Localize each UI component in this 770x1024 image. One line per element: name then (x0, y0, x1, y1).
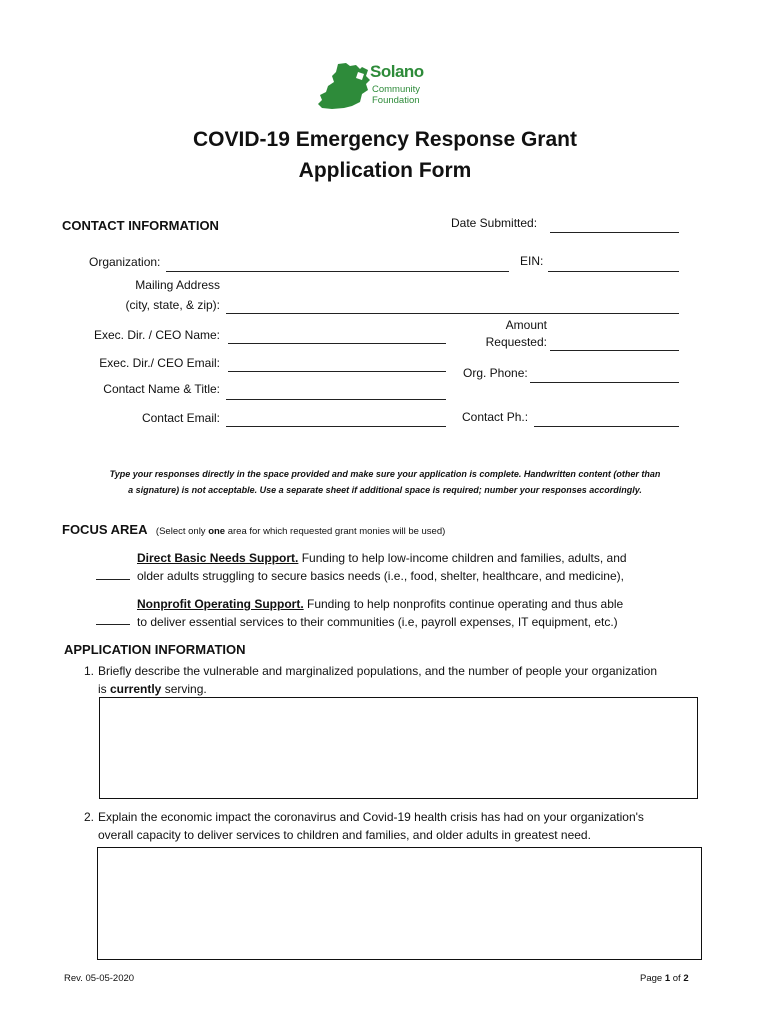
ein-field[interactable] (548, 271, 679, 272)
q1-line2-post: serving. (161, 682, 207, 696)
q1-line2-pre: is (98, 682, 110, 696)
contact-name-field[interactable] (226, 399, 446, 400)
focus-heading: FOCUS AREA (62, 522, 148, 537)
contact-phone-label: Contact Ph.: (462, 410, 529, 424)
org-phone-field[interactable] (530, 382, 679, 383)
contact-phone-field[interactable] (534, 426, 679, 427)
focus-hint-post: area for which requested grant monies will be used) (225, 526, 446, 537)
organization-field[interactable] (166, 271, 509, 272)
exec-name-field[interactable] (228, 343, 446, 344)
focus-heading-row (62, 521, 445, 539)
ein-label: EIN: (520, 254, 544, 268)
date-submitted-field[interactable] (550, 232, 679, 233)
org-phone-label: Org. Phone: (463, 366, 528, 380)
focus-hint-pre: (Select only (155, 526, 209, 537)
exec-email-field[interactable] (228, 371, 446, 372)
contact-email-field[interactable] (226, 426, 446, 427)
q2-number: 2. (84, 810, 95, 824)
amount-requested-field[interactable] (550, 350, 679, 351)
page-of: of (670, 973, 684, 984)
logo-name: Solano (370, 62, 424, 81)
option1-desc1: Funding to help low-income children and families, adults, and (298, 551, 627, 565)
form-title-line2: Application Form (298, 159, 472, 182)
revision-label: Rev. 05-05-2020 (64, 973, 135, 984)
option2-title: Nonprofit Operating Support. (137, 597, 304, 611)
page-indicator (640, 973, 689, 984)
q2-response-box[interactable] (97, 847, 702, 960)
option1-line1 (137, 549, 627, 568)
logo-line3: Foundation (372, 95, 420, 106)
organization-label: Organization: (89, 255, 161, 269)
q2-line1: Explain the economic impact the coronavirus and Covid-19 health crisis has had on your organization's (98, 810, 644, 824)
option2-desc2: to deliver essential services to their communities (i.e, payroll expenses, IT equipment, etc.) (137, 615, 618, 629)
page-total: 2 (683, 973, 689, 984)
exec-email-label: Exec. Dir./ CEO Email: (99, 356, 220, 370)
contact-email-label: Contact Email: (141, 411, 220, 425)
option2-desc1: Funding to help nonprofits continue operating and thus able (303, 597, 624, 611)
page-number: 1 (664, 973, 671, 984)
mailing-label-line2: (city, state, & zip): (125, 298, 220, 312)
q1-number: 1. (84, 664, 95, 678)
q1-response-box[interactable] (99, 697, 698, 799)
q1-line2-bold: currently (110, 682, 162, 696)
application-heading: APPLICATION INFORMATION (64, 642, 246, 657)
q1-line1: Briefly describe the vulnerable and marginalized populations, and the number of people your organization (98, 664, 658, 678)
date-submitted-label: Date Submitted: (451, 216, 538, 230)
instructions-line1: Type your responses directly in the space provided and make sure your application is complete. Handwritten content (other than (109, 469, 661, 479)
mailing-address-field[interactable] (226, 313, 679, 314)
amount-label-line1: Amount (505, 318, 547, 332)
exec-name-label: Exec. Dir. / CEO Name: (93, 328, 220, 342)
option1-desc2: older adults struggling to secure basics needs (i.e., food, shelter, healthcare, and medicine), (137, 569, 624, 583)
q2-line2: overall capacity to deliver services to children and families, and older adults in greatest need. (98, 828, 591, 842)
mailing-label-line1: Mailing Address (135, 278, 220, 292)
option1-select-blank[interactable] (96, 579, 130, 580)
option2-select-blank[interactable] (96, 624, 130, 625)
logo-line2: Community (372, 84, 421, 95)
contact-heading: CONTACT INFORMATION (62, 218, 219, 233)
option2-line1 (137, 595, 623, 614)
option1-title: Direct Basic Needs Support. (137, 551, 299, 565)
amount-label-line2: Requested: (485, 335, 547, 349)
foundation-logo (316, 60, 446, 110)
page-pre: Page (640, 973, 665, 984)
contact-name-label: Contact Name & Title: (103, 382, 220, 396)
instructions-line2: a signature) is not acceptable. Use a separate sheet if additional space is required; number your responses accordingly. (128, 485, 642, 495)
form-title-line1: COVID-19 Emergency Response Grant (193, 128, 577, 151)
california-map-icon (316, 62, 372, 110)
focus-hint-bold: one (208, 526, 226, 537)
